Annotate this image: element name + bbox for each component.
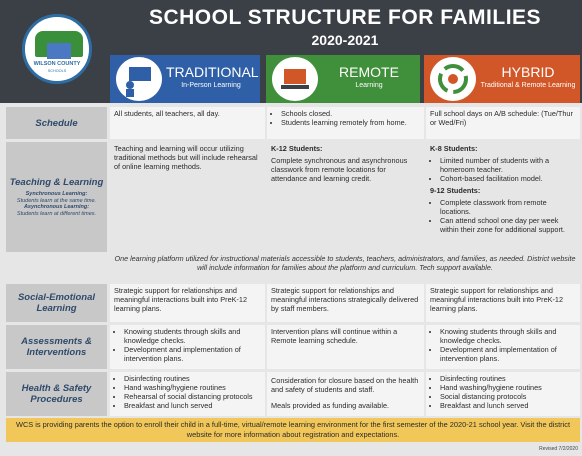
header-banner [0, 0, 582, 103]
revised-date: Revised 7/2/2020 [539, 446, 578, 452]
sync-definition: Students learn at the same time. [16, 197, 97, 204]
learning-definitions [17, 191, 96, 217]
cell-heading: 9-12 Students: [430, 186, 481, 195]
logo-name: WILSON COUNTY [33, 61, 81, 67]
footer-banner: WCS is providing parents the option to enroll their child in a full-time, virtual/remote learning environment for the first semester of the 2020-21 school year. Visit the district website for more information about registration and expectations. [6, 418, 580, 442]
list-item: • Students learning remotely from home. [281, 118, 420, 127]
mode-header-remote [266, 55, 420, 103]
cell-remote [267, 142, 424, 252]
cell-remote [267, 107, 424, 139]
list-item: • Rehearsal of social distancing protocols [124, 392, 261, 401]
school-year: 2020-2021 [311, 32, 379, 48]
list-item: • Complete classwork from remote locations. [440, 198, 576, 216]
cell-text: Consideration for closure based on the health and safety of students and staff. [271, 376, 419, 394]
row-label: Health & Safety Procedures [6, 372, 107, 416]
row-label [6, 142, 107, 252]
cell-hybrid: Strategic support for relationships and meaningful interactions built into PreK-12 learning plans. [426, 284, 580, 322]
list-item: • Social distancing protocols [440, 392, 576, 401]
row-label-text: Teaching & Learning [9, 177, 104, 188]
row-label: Social-Emotional Learning [6, 284, 107, 322]
cell-text: Meals provided as funding available. [271, 401, 390, 410]
cell-heading: K-12 Students: [271, 144, 323, 153]
mode-name: HYBRID [501, 64, 555, 80]
row-label: Assessments & Interventions [6, 325, 107, 369]
list-item: • Disinfecting routines [124, 374, 261, 383]
mode-name: TRADITIONAL [166, 64, 259, 80]
cell-traditional: All students, all teachers, all day. [110, 107, 265, 139]
mode-name: REMOTE [339, 64, 399, 80]
cell-remote: Intervention plans will continue within a Remote learning schedule. [267, 325, 424, 369]
row-label: Schedule [6, 107, 107, 139]
mode-header-hybrid [424, 55, 580, 103]
cycle-arrows-icon [430, 57, 476, 101]
list-item: • Disinfecting routines [440, 374, 576, 383]
cell-traditional [110, 325, 265, 369]
district-logo [22, 14, 92, 84]
logo-sub: SCHOOLS [47, 69, 67, 73]
cell-text: Complete synchronous and asynchronous classwork from remote locations for attendance and learning credit. [271, 156, 408, 183]
list-item: • Cohort-based facilitation model. [440, 174, 576, 183]
cell-remote [267, 372, 424, 416]
row-health-safety [6, 372, 580, 416]
list-item: • Development and implementation of intervention plans. [440, 345, 576, 363]
cell-traditional: Strategic support for relationships and meaningful interactions built into PreK-12 learning plans. [110, 284, 265, 322]
list-item: • Can attend school one day per week within their zone for additional support. [440, 216, 576, 234]
teacher-board-icon [116, 57, 162, 101]
mode-desc: In-Person Learning [181, 82, 241, 89]
list-item: • Knowing students through skills and knowledge checks. [124, 327, 261, 345]
list-item: • Breakfast and lunch served [124, 401, 261, 410]
list-item: • Development and implementation of intervention plans. [124, 345, 261, 363]
list-item: • Limited number of students with a homeroom teacher. [440, 156, 576, 174]
mode-desc: Traditional & Remote Learning [480, 82, 576, 89]
async-definition: Students learn at different times. [16, 210, 97, 217]
page-title: SCHOOL STRUCTURE FOR FAMILIES [148, 6, 542, 29]
cell-hybrid: Full school days on A/B schedule: (Tue/Thur or Wed/Fri) [426, 107, 580, 139]
mode-header-traditional [110, 55, 260, 103]
mode-desc: Learning [355, 82, 383, 89]
row-teaching [6, 142, 580, 252]
school-building-icon [47, 43, 71, 59]
cell-hybrid [426, 325, 580, 369]
row-schedule [6, 107, 580, 139]
cell-hybrid [426, 142, 580, 252]
row-social-emotional [6, 284, 580, 322]
row-assessments [6, 325, 580, 369]
list-item: • Hand washing/hygiene routines [124, 383, 261, 392]
async-term: Asynchronous Learning: [23, 204, 90, 210]
cell-heading: K-8 Students: [430, 144, 478, 153]
list-item: • Breakfast and lunch served [440, 401, 576, 410]
cell-traditional [110, 372, 265, 416]
cell-hybrid [426, 372, 580, 416]
list-item: • Schools closed. [281, 109, 420, 118]
shared-platform-note: One learning platform utilized for instructional materials accessible to students, teachers, administrators, and families, as needed. District website will include information for families about the platform and curriculum. Tech support available. [114, 254, 576, 272]
list-item: • Knowing students through skills and knowledge checks. [440, 327, 576, 345]
cell-traditional: Teaching and learning will occur utilizing traditional methods but will include rehearsal of online learning methods. [114, 144, 258, 171]
cell-remote: Strategic support for relationships and meaningful interactions strategically delivered by staff members. [267, 284, 424, 322]
sync-term: Synchronous Learning: [25, 191, 88, 197]
list-item: • Hand washing/hygiene routines [440, 383, 576, 392]
laptop-icon [272, 57, 318, 101]
